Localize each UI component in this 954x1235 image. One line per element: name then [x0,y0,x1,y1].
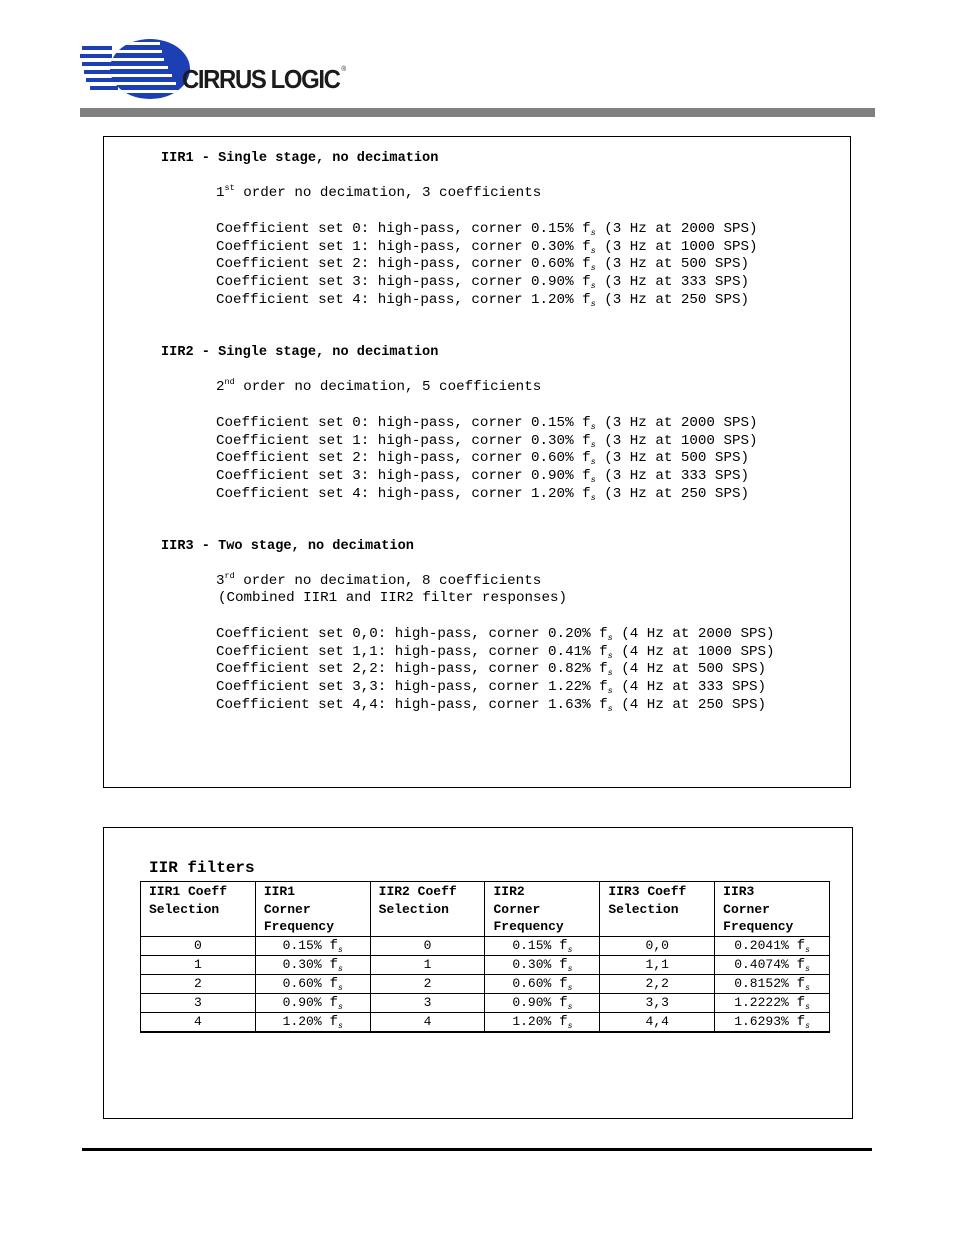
order-line [216,573,541,591]
fs-symbol [582,450,596,466]
coefficient-desc: Coefficient set 4: high-pass, corner 1.20% [216,291,583,308]
cell-value: 0,0 [645,938,669,953]
column-header [715,882,830,937]
fs-base: f [599,679,608,696]
coefficient-note: (4 Hz at 2000 SPS) [612,626,775,642]
table-cell [141,974,256,993]
cell-value: 0.30% [282,956,322,972]
fs-sub: s [338,945,343,955]
table-cell [485,1012,600,1032]
coefficient-line [216,661,766,679]
coefficient-line [216,644,775,662]
cell-value: 1 [194,957,202,972]
fs-base: f [599,661,608,678]
fs-symbol [329,1014,342,1030]
fs-base: f [599,696,608,713]
table-row [141,936,830,955]
iir-description-box [103,136,851,788]
column-header-line: IIR2 [493,884,525,899]
fs-base: f [329,1013,338,1030]
fs-sub: s [590,457,596,468]
column-header-line: Selection [608,901,679,917]
order-suffix: st [224,183,235,193]
fs-sub: s [590,245,596,256]
fs-sub: s [567,964,573,974]
table-cell [600,993,715,1012]
table-cell [255,955,370,974]
fs-sub: s [590,281,596,292]
cell-value: 4 [423,1014,432,1029]
cell-value: 3,3 [645,995,669,1010]
fs-symbol [559,995,572,1011]
cell-value: 1,1 [645,957,669,972]
coefficient-desc: Coefficient set 4,4: high-pass, corner 1.63% [216,696,600,713]
table-header-row [141,882,830,937]
fs-base: f [599,643,608,660]
order-number: 2 [216,379,225,395]
coefficient-line [216,433,758,451]
fs-base: f [796,1013,806,1030]
fs-symbol [599,697,613,713]
order-line [216,379,541,397]
coefficient-line [216,486,749,504]
table-row [141,955,830,974]
order-text: order no decimation, 5 coefficients [234,379,542,395]
cell-value: 1.6293% [734,1013,789,1029]
brand-name: CIRRUS LOGIC ® [182,64,345,94]
order-number: 3 [216,573,225,589]
coefficient-desc: Coefficient set 1: high-pass, corner 0.30% [216,432,583,449]
fs-symbol [797,1014,810,1030]
cell-value: 0.30% [512,956,552,972]
fs-base: f [329,975,338,992]
fs-sub: s [567,983,573,993]
fs-base: f [582,291,591,308]
coefficient-line [216,679,766,697]
table-cell [141,993,256,1012]
coefficient-desc: Coefficient set 2,2: high-pass, corner 0.82% [216,661,600,678]
coefficient-note: (3 Hz at 500 SPS) [595,256,749,273]
fs-symbol [329,938,342,954]
cell-value: 2,2 [645,976,669,991]
footer-rule [82,1148,872,1151]
fs-base: f [582,450,591,467]
fs-sub: s [590,298,596,309]
fs-symbol [582,433,596,449]
column-header [485,882,600,937]
coefficient-note: (3 Hz at 333 SPS) [595,468,749,485]
coefficient-note: (3 Hz at 1000 SPS) [595,432,758,449]
table-cell [485,993,600,1012]
iir-filters-table [140,881,830,1033]
fs-symbol [582,468,596,484]
cell-value: 0.60% [512,975,552,991]
coefficient-note: (4 Hz at 250 SPS) [612,696,766,713]
coefficient-line [216,468,749,486]
order-line [216,185,541,203]
column-header [370,882,485,937]
fs-sub: s [805,983,810,993]
column-header-line: Corner [263,901,311,917]
column-header-line: Frequency [493,919,564,934]
table-cell [600,955,715,974]
fs-symbol [559,976,572,992]
fs-sub: s [567,945,573,955]
fs-sub: s [338,964,343,974]
cell-value: 4 [194,1014,202,1029]
fs-base: f [796,994,806,1011]
fs-symbol [329,995,342,1011]
table-cell [370,955,485,974]
table-cell [600,936,715,955]
fs-base: f [582,221,591,237]
coefficient-desc: Coefficient set 0: high-pass, corner 0.15% [216,415,583,431]
column-header-line: IIR3 [723,884,755,899]
fs-sub: s [590,263,596,274]
table-row [141,1012,830,1032]
fs-base: f [329,994,338,1011]
cell-value: 1.20% [512,1013,552,1029]
coefficient-note: (4 Hz at 1000 SPS) [612,643,775,660]
fs-base: f [559,975,568,992]
fs-symbol [582,486,596,502]
table-cell [485,974,600,993]
fs-symbol [582,274,596,290]
table-cell [715,993,830,1012]
cell-value: 2 [423,976,432,991]
table-cell [485,936,600,955]
order-text: order no decimation, 8 coefficients [234,573,542,589]
coefficient-note: (3 Hz at 333 SPS) [595,274,749,291]
section-heading: IIR3 - Two stage, no decimation [161,539,414,554]
fs-symbol [599,679,613,695]
fs-sub: s [607,633,613,643]
column-header-line: IIR3 Coeff [608,884,687,899]
fs-base: f [599,626,608,642]
section-note: (Combined IIR1 and IIR2 filter responses) [218,590,568,606]
column-header-line: Frequency [263,919,335,934]
coefficient-line [216,221,758,239]
fs-symbol [329,957,342,973]
table-row [141,993,830,1012]
table-cell [141,955,256,974]
section-heading: IIR2 - Single stage, no decimation [161,345,439,360]
iir-table-box [103,827,853,1119]
cell-value: 1.20% [282,1013,322,1029]
cell-value: 0.90% [282,994,322,1010]
fs-sub: s [805,1002,810,1012]
cell-value: 0.4074% [734,956,789,972]
table-cell [370,974,485,993]
fs-sub: s [607,668,613,679]
coefficient-note: (3 Hz at 2000 SPS) [595,221,758,237]
fs-sub: s [590,492,596,503]
coefficient-note: (4 Hz at 333 SPS) [612,679,766,696]
fs-symbol [797,995,810,1011]
table-cell [141,1012,256,1032]
section-heading: IIR1 - Single stage, no decimation [161,151,439,166]
fs-sub: s [607,686,613,697]
table-cell [141,936,256,955]
column-header-line: IIR2 Coeff [378,884,457,899]
order-suffix: rd [224,571,235,581]
table-cell [370,1012,485,1032]
fs-symbol [582,415,596,431]
table-cell [715,936,830,955]
coefficient-desc: Coefficient set 0,0: high-pass, corner 0.20% [216,626,600,642]
column-header [600,882,715,937]
fs-base: f [559,937,568,954]
fs-sub: s [805,1021,810,1031]
coefficient-line [216,450,749,468]
coefficient-note: (3 Hz at 250 SPS) [595,485,749,502]
coefficient-desc: Coefficient set 4: high-pass, corner 1.20% [216,485,583,502]
fs-symbol [599,661,613,677]
fs-base: f [582,238,591,255]
column-header-line: Corner [723,901,770,917]
cell-value: 1 [423,957,432,972]
fs-symbol [797,957,810,973]
fs-base: f [796,956,806,973]
column-header-line: Selection [378,901,449,917]
coefficient-note: (3 Hz at 2000 SPS) [595,415,758,431]
coefficient-note: (3 Hz at 250 SPS) [595,291,749,308]
fs-symbol [329,976,342,992]
cell-value: 0.15% [512,937,552,953]
fs-sub: s [607,650,613,661]
cell-value: 0 [194,938,202,953]
cell-value: 0 [423,938,432,953]
fs-symbol [797,938,810,954]
table-cell [600,1012,715,1032]
fs-symbol [797,976,810,992]
order-number: 1 [216,185,225,201]
coefficient-note: (3 Hz at 1000 SPS) [595,238,758,255]
table-cell [255,993,370,1012]
header-bar [80,108,875,117]
table-cell [485,955,600,974]
coefficient-desc: Coefficient set 0: high-pass, corner 0.15% [216,221,583,237]
coefficient-line [216,415,758,433]
coefficient-line [216,292,749,310]
cell-value: 0.2041% [734,937,789,953]
coefficient-line [216,626,775,644]
order-text: order no decimation, 3 coefficients [234,185,542,201]
coefficient-note: (3 Hz at 500 SPS) [595,450,749,467]
table-cell [255,974,370,993]
fs-base: f [796,975,806,992]
column-header [255,882,370,937]
table-cell [715,974,830,993]
fs-sub: s [607,703,613,714]
table-cell [370,993,485,1012]
cell-value: 0.90% [512,994,552,1010]
table-body [141,936,830,1032]
column-header-line: IIR1 [263,884,296,899]
fs-sub: s [567,1002,573,1012]
fs-base: f [582,468,591,485]
cell-value: 0.15% [282,937,322,953]
cell-value: 1.2222% [734,994,789,1010]
fs-sub: s [805,964,810,974]
coefficient-desc: Coefficient set 2: high-pass, corner 0.60% [216,450,583,467]
cell-value: 3 [194,995,202,1010]
fs-symbol [559,1014,572,1030]
coefficient-line [216,697,766,715]
fs-base: f [582,485,591,502]
fs-symbol [582,239,596,255]
fs-symbol [582,221,596,237]
fs-sub: s [338,1002,343,1012]
fs-base: f [582,415,591,431]
table-row [141,974,830,993]
fs-base: f [796,937,806,954]
cell-value: 3 [423,995,432,1010]
fs-symbol [582,256,596,272]
column-header-line: Selection [149,901,220,917]
fs-base: f [582,274,591,291]
column-header [141,882,256,937]
fs-base: f [329,937,338,954]
column-header-line: IIR1 Coeff [149,884,228,899]
fs-sub: s [338,1021,343,1031]
fs-base: f [582,432,591,449]
fs-sub: s [590,475,596,486]
cell-value: 4,4 [645,1014,669,1029]
coefficient-desc: Coefficient set 3: high-pass, corner 0.90% [216,468,583,485]
fs-sub: s [338,983,343,993]
fs-symbol [599,644,613,660]
column-header-line: Corner [493,901,541,917]
table-title: IIR filters [149,859,255,877]
coefficient-desc: Coefficient set 1: high-pass, corner 0.30% [216,238,583,255]
coefficient-line [216,274,749,292]
table-cell [370,936,485,955]
fs-symbol [559,938,572,954]
coefficient-line [216,239,758,257]
fs-symbol [582,292,596,308]
table-cell [715,955,830,974]
fs-sub: s [590,439,596,450]
fs-base: f [582,256,591,273]
fs-sub: s [590,228,596,238]
fs-sub: s [567,1021,573,1031]
coefficient-desc: Coefficient set 2: high-pass, corner 0.60% [216,256,583,273]
fs-sub: s [590,422,596,432]
coefficient-desc: Coefficient set 3,3: high-pass, corner 1.22% [216,679,600,696]
column-header-line: Frequency [723,919,794,934]
coefficient-line [216,256,749,274]
fs-sub: s [805,945,810,955]
table-cell [600,974,715,993]
table-cell [255,936,370,955]
fs-symbol [599,626,613,642]
fs-base: f [559,1013,568,1030]
table-cell [715,1012,830,1032]
fs-base: f [329,956,338,973]
fs-base: f [559,994,568,1011]
fs-base: f [559,956,568,973]
coefficient-desc: Coefficient set 3: high-pass, corner 0.90% [216,274,583,291]
coefficient-desc: Coefficient set 1,1: high-pass, corner 0.41% [216,643,600,660]
fs-symbol [559,957,572,973]
cell-value: 0.8152% [734,975,789,991]
cell-value: 0.60% [282,975,322,991]
cell-value: 2 [194,976,202,991]
coefficient-note: (4 Hz at 500 SPS) [612,661,766,678]
table-cell [255,1012,370,1032]
order-suffix: nd [224,377,235,387]
